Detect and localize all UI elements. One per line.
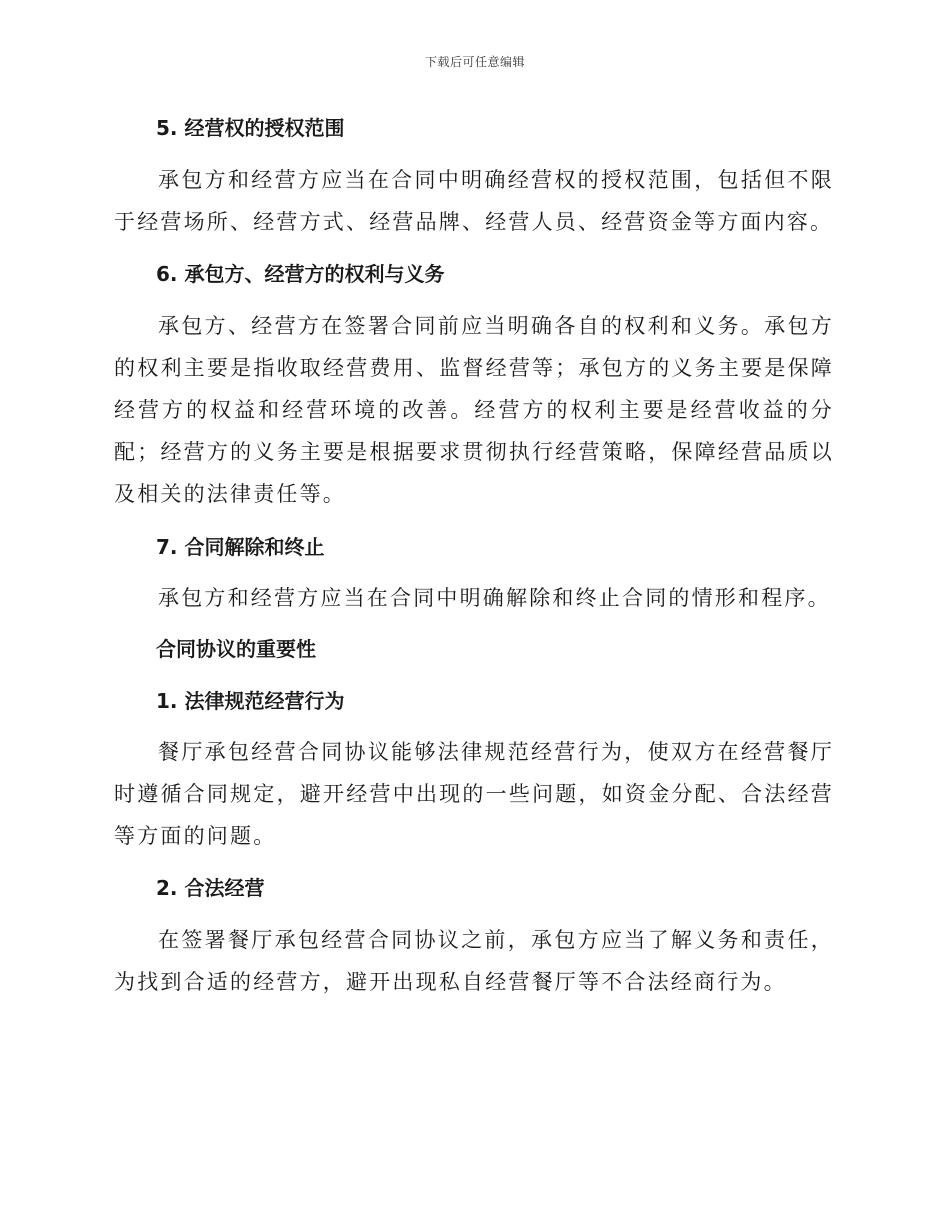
section-heading: 7. 合同解除和终止: [156, 535, 325, 559]
section-heading: 5. 经营权的授权范围: [156, 116, 345, 140]
section-heading: 2. 合法经营: [156, 876, 265, 900]
paragraph: 餐厅承包经营合同协议能够法律规范经营行为，使双方在经营餐厅时遵循合同规定，避开经营中出现的一些问题，如资金分配、合法经营等方面的问题。: [114, 740, 834, 848]
section-heading: 6. 承包方、经营方的权利与义务: [156, 262, 445, 286]
paragraph: 承包方和经营方应当在合同中明确经营权的授权范围，包括但不限于经营场所、经营方式、经营品牌、经营人员、经营资金等方面内容。: [114, 168, 834, 234]
section-heading: 1. 法律规范经营行为: [156, 689, 345, 713]
section-heading: 合同协议的重要性: [156, 637, 316, 661]
paragraph: 承包方和经营方应当在合同中明确解除和终止合同的情形和程序。: [158, 586, 831, 610]
paragraph: 在签署餐厅承包经营合同协议之前，承包方应当了解义务和责任，为找到合适的经营方，避开出现私自经营餐厅等不合法经商行为。: [114, 928, 834, 994]
paragraph: 承包方、经营方在签署合同前应当明确各自的权利和义务。承包方的权利主要是指收取经营费用、监督经营等；承包方的义务主要是保障经营方的权益和经营环境的改善。经营方的权利主要是经营收益的分配；经营方的义务主要是根据要求贯彻执行经营策略，保障经营品质以及相关的法律责任等。: [114, 314, 834, 506]
page-header: 下载后可任意编辑: [424, 55, 525, 69]
